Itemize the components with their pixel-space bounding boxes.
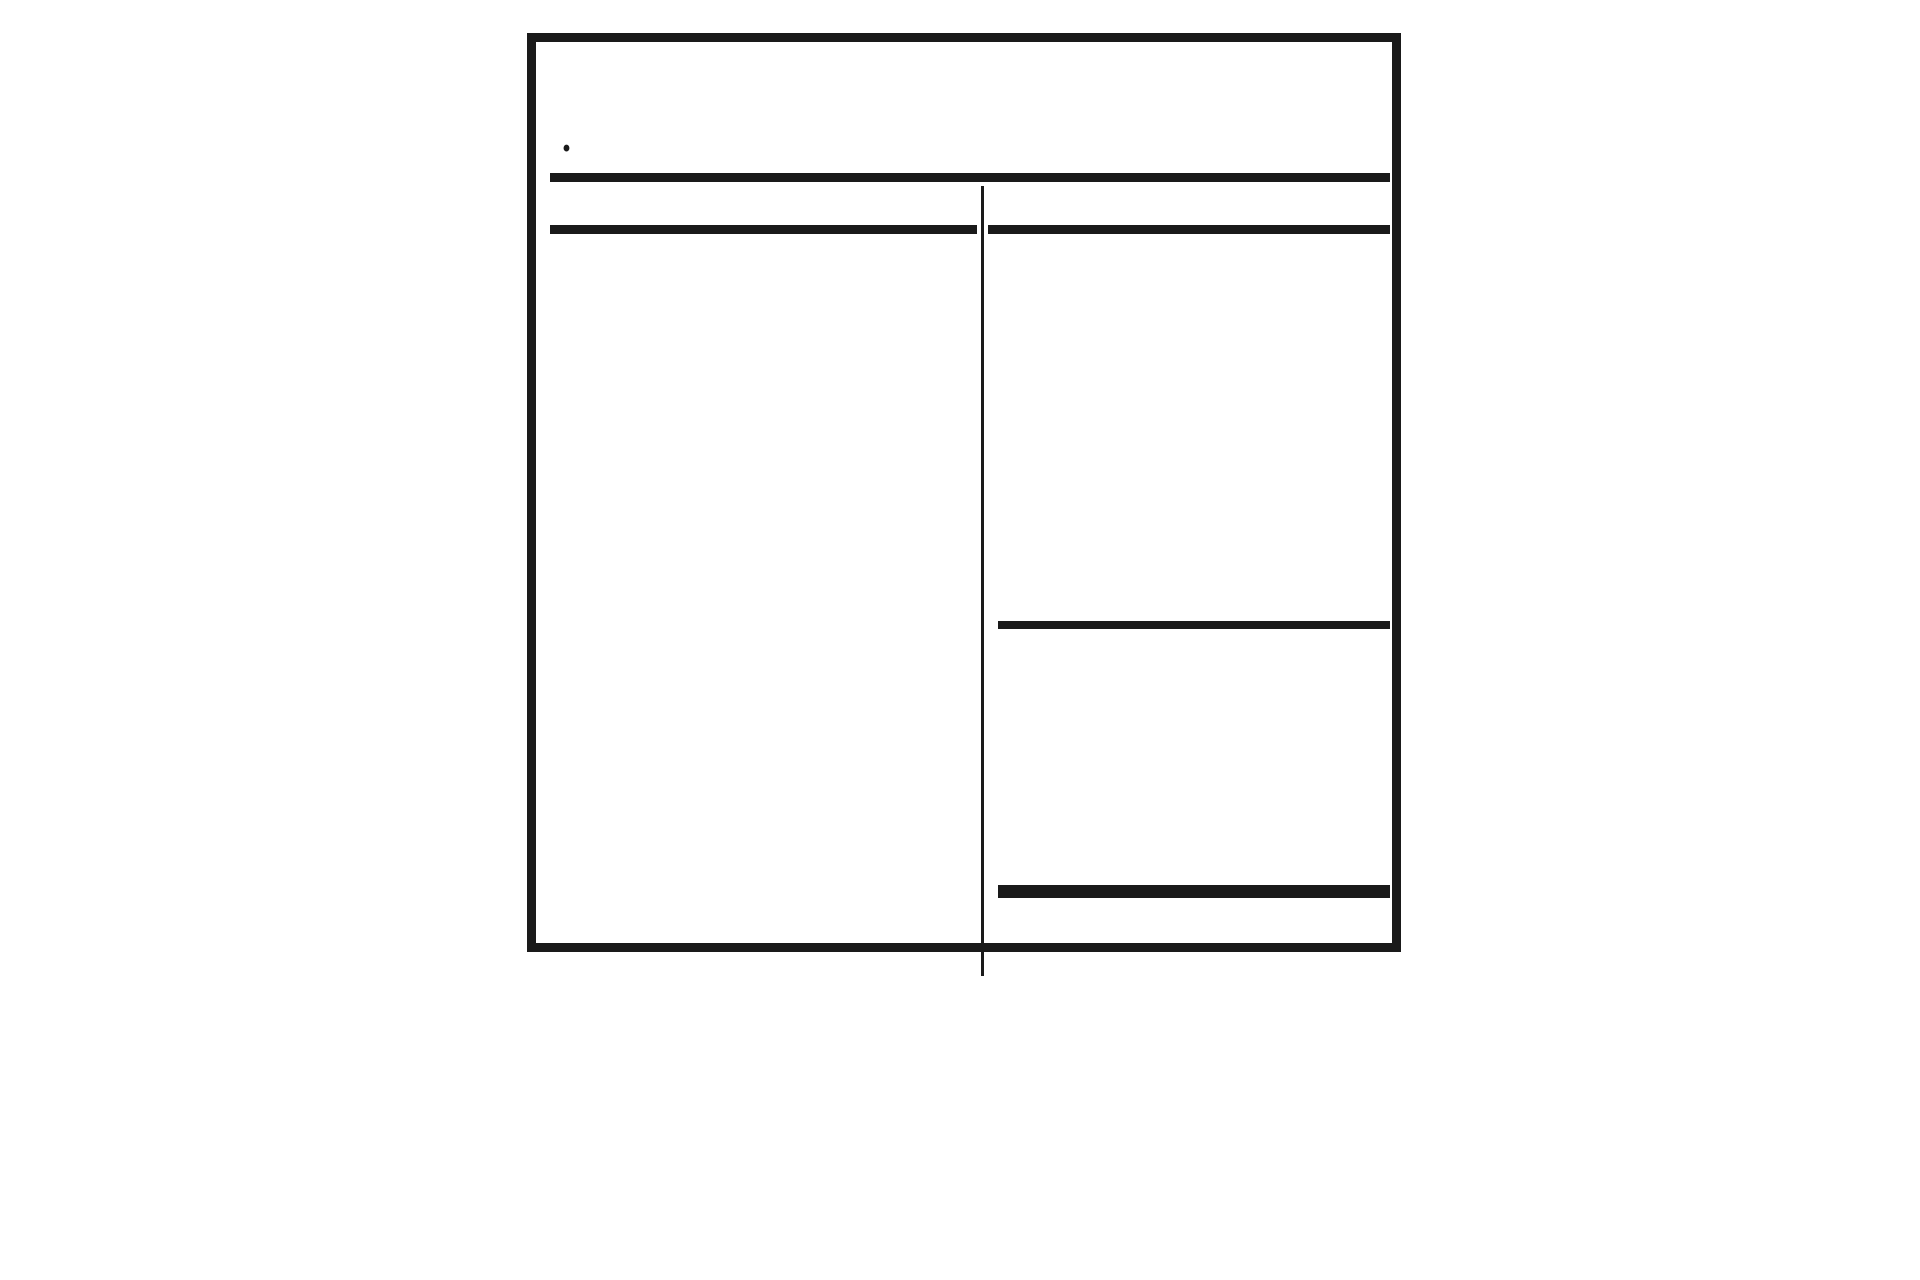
column-divider bbox=[981, 186, 984, 976]
header-rule-left bbox=[550, 225, 977, 234]
header-rule-right bbox=[988, 225, 1390, 234]
supplement-facts-panel bbox=[527, 33, 1401, 952]
top-thick-rule bbox=[550, 173, 1390, 182]
serving-info bbox=[556, 135, 575, 163]
bottom-thick-rule bbox=[998, 885, 1390, 898]
bullet-separator: • bbox=[562, 135, 571, 162]
no-dv-divider-rule bbox=[998, 621, 1390, 629]
